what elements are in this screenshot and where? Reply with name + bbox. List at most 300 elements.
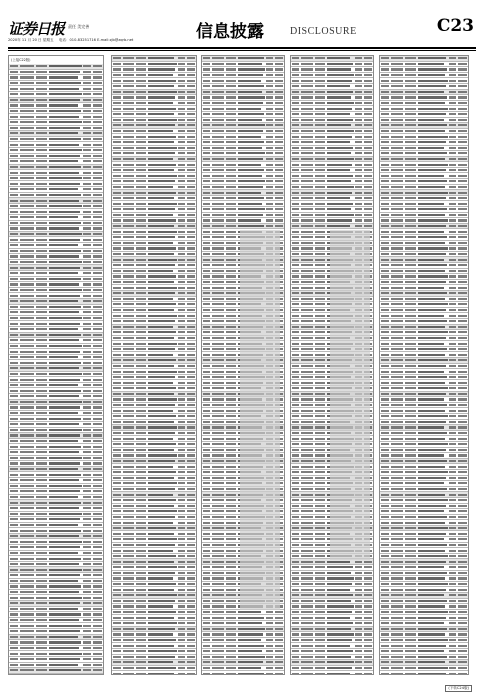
table-cell	[266, 633, 273, 635]
table-cell	[292, 589, 299, 591]
table-cell	[458, 320, 467, 322]
table-cell	[49, 278, 81, 280]
table-cell	[315, 376, 325, 378]
table-cell	[187, 622, 195, 624]
table-cell	[301, 589, 312, 591]
table-cell	[113, 169, 121, 171]
table-cell	[381, 454, 389, 456]
table-cell	[292, 482, 299, 484]
table-cell	[391, 74, 403, 76]
table-cell	[449, 74, 456, 76]
table-cell	[49, 351, 80, 353]
table-cell	[113, 656, 121, 658]
table-cell	[136, 398, 146, 400]
table-cell	[315, 180, 325, 182]
table-cell	[327, 600, 352, 602]
table-cell	[20, 630, 33, 632]
table-cell	[449, 315, 456, 317]
table-cell	[49, 591, 79, 593]
table-cell	[136, 376, 146, 378]
table-cell	[49, 144, 79, 146]
table-cell	[418, 152, 447, 154]
table-cell	[49, 468, 78, 470]
table-cell	[458, 281, 467, 283]
table-cell	[36, 440, 47, 442]
table-cell	[391, 482, 403, 484]
table-cell	[136, 605, 146, 607]
table-cell	[292, 203, 299, 205]
table-cell	[405, 398, 416, 400]
table-cell	[187, 460, 195, 462]
table-cell	[226, 611, 236, 613]
table-cell	[10, 362, 18, 364]
table-cell	[212, 393, 223, 395]
table-cell	[93, 166, 102, 168]
table-cell	[136, 63, 146, 65]
table-cell	[458, 152, 467, 154]
table-cell	[449, 577, 456, 579]
table-cell	[301, 432, 312, 434]
table-cell	[327, 96, 352, 98]
table-cell	[187, 331, 195, 333]
table-cell	[275, 85, 283, 87]
table-cell	[10, 518, 18, 520]
table-cell	[364, 186, 372, 188]
table-cell	[418, 219, 448, 221]
table-cell	[20, 351, 33, 353]
table-cell	[10, 384, 18, 386]
table-cell	[187, 152, 195, 154]
table-cell	[449, 68, 456, 70]
table-cell	[93, 664, 102, 666]
table-cell	[449, 303, 456, 305]
table-cell	[275, 57, 283, 59]
table-cell	[212, 538, 223, 540]
table-cell	[113, 589, 121, 591]
table-cell	[355, 589, 362, 591]
table-cell	[292, 387, 299, 389]
table-cell	[178, 287, 185, 289]
table-cell	[381, 152, 389, 154]
table-cell	[364, 147, 372, 149]
table-cell	[136, 522, 146, 524]
table-cell	[266, 661, 273, 663]
table-cell	[327, 622, 354, 624]
table-cell	[266, 80, 273, 82]
table-cell	[292, 404, 299, 406]
table-cell	[226, 505, 236, 507]
table-cell	[203, 505, 210, 507]
table-cell	[123, 158, 135, 160]
table-cell	[187, 259, 195, 261]
table-cell	[148, 471, 176, 473]
table-cell	[212, 471, 223, 473]
table-cell	[355, 152, 362, 154]
table-cell	[36, 261, 47, 263]
table-cell	[93, 110, 102, 112]
table-cell	[148, 415, 176, 417]
table-cell	[113, 410, 121, 412]
table-cell	[148, 454, 177, 456]
table-cell	[405, 471, 416, 473]
table-cell	[203, 628, 210, 630]
table-cell	[449, 661, 456, 663]
table-cell	[292, 175, 299, 177]
table-cell	[226, 673, 236, 675]
table-cell	[212, 147, 223, 149]
table-cell	[20, 468, 33, 470]
table-cell	[238, 650, 263, 652]
table-cell	[381, 550, 389, 552]
table-cell	[10, 546, 18, 548]
table-cell	[391, 387, 403, 389]
table-cell	[123, 583, 135, 585]
table-cell	[381, 628, 389, 630]
table-cell	[148, 460, 175, 462]
table-cell	[113, 510, 121, 512]
table-cell	[327, 628, 352, 630]
table-cell	[449, 275, 456, 277]
table-cell	[266, 119, 273, 121]
table-cell	[36, 311, 47, 313]
table-cell	[36, 558, 47, 560]
table-cell	[203, 303, 210, 305]
table-cell	[148, 320, 175, 322]
table-cell	[327, 219, 353, 221]
table-cell	[449, 488, 456, 490]
table-cell	[10, 194, 18, 196]
table-cell	[36, 177, 47, 179]
table-cell	[301, 594, 312, 596]
table-cell	[301, 555, 312, 557]
table-cell	[327, 124, 352, 126]
table-cell	[418, 589, 446, 591]
table-cell	[449, 566, 456, 568]
table-cell	[49, 373, 82, 375]
table-cell	[123, 57, 135, 59]
table-cell	[187, 449, 195, 451]
table-cell	[315, 605, 325, 607]
table-cell	[178, 426, 185, 428]
table-cell	[405, 152, 416, 154]
table-cell	[266, 225, 273, 227]
section-title: 信息披露	[196, 22, 264, 42]
table-cell	[212, 645, 223, 647]
table-cell	[20, 144, 33, 146]
table-cell	[391, 639, 403, 641]
table-cell	[391, 303, 403, 305]
table-cell	[20, 625, 33, 627]
table-cell	[226, 577, 236, 579]
table-cell	[364, 136, 372, 138]
table-cell	[364, 124, 372, 126]
table-cell	[49, 194, 81, 196]
table-cell	[49, 474, 81, 476]
table-cell	[301, 259, 312, 261]
table-cell	[327, 611, 353, 613]
table-cell	[405, 164, 416, 166]
table-cell	[391, 633, 403, 635]
table-cell	[49, 311, 79, 313]
table-cell	[212, 566, 223, 568]
table-cell	[36, 76, 47, 78]
table-cell	[83, 194, 91, 196]
table-cell	[36, 541, 47, 543]
table-cell	[49, 418, 81, 420]
table-cell	[83, 434, 91, 436]
table-cell	[301, 91, 312, 93]
table-cell	[391, 287, 403, 289]
table-cell	[178, 68, 185, 70]
table-cell	[93, 530, 102, 532]
table-cell	[187, 550, 195, 552]
table-cell	[226, 466, 236, 468]
table-cell	[315, 203, 325, 205]
table-cell	[381, 443, 389, 445]
table-cell	[123, 119, 135, 121]
table-cell	[405, 404, 416, 406]
table-cell	[136, 298, 146, 300]
table-cell	[292, 555, 299, 557]
table-cell	[458, 421, 467, 423]
table-cell	[212, 315, 223, 317]
table-cell	[49, 116, 79, 118]
table-cell	[418, 544, 447, 546]
table-cell	[391, 186, 403, 188]
table-cell	[449, 600, 456, 602]
table-cell	[327, 566, 354, 568]
table-cell	[315, 622, 325, 624]
table-cell	[391, 208, 403, 210]
table-cell	[83, 127, 91, 129]
table-cell	[238, 136, 262, 138]
table-cell	[123, 85, 135, 87]
table-cell	[364, 605, 372, 607]
table-cell	[123, 354, 135, 356]
table-cell	[301, 169, 312, 171]
table-cell	[327, 63, 354, 65]
table-cell	[275, 113, 283, 115]
table-cell	[418, 432, 447, 434]
table-cell	[20, 138, 33, 140]
table-cell	[203, 466, 210, 468]
table-cell	[405, 63, 416, 65]
table-cell	[405, 219, 416, 221]
table-cell	[226, 398, 236, 400]
table-cell	[449, 326, 456, 328]
table-cell	[10, 311, 18, 313]
table-cell	[226, 68, 236, 70]
table-cell	[20, 334, 33, 336]
table-cell	[301, 605, 312, 607]
table-cell	[178, 566, 185, 568]
table-cell	[364, 91, 372, 93]
table-cell	[93, 636, 102, 638]
table-cell	[187, 443, 195, 445]
table-cell	[315, 522, 325, 524]
table-cell	[178, 219, 185, 221]
table-cell	[20, 339, 33, 341]
table-cell	[226, 214, 236, 216]
table-cell	[136, 320, 146, 322]
table-cell	[405, 645, 416, 647]
table-cell	[113, 264, 121, 266]
table-cell	[418, 113, 446, 115]
table-cell	[226, 600, 236, 602]
table-cell	[113, 158, 121, 160]
table-cell	[93, 345, 102, 347]
table-cell	[315, 589, 325, 591]
table-cell	[83, 311, 91, 313]
table-cell	[458, 605, 467, 607]
table-cell	[113, 124, 121, 126]
table-cell	[83, 177, 91, 179]
table-cell	[301, 371, 312, 373]
table-cell	[226, 169, 236, 171]
table-cell	[36, 591, 47, 593]
table-cell	[391, 203, 403, 205]
table-cell	[418, 673, 446, 675]
table-cell	[148, 180, 175, 182]
table-cell	[212, 633, 223, 635]
table-cell	[113, 482, 121, 484]
table-cell	[20, 88, 33, 90]
table-cell	[123, 337, 135, 339]
table-cell	[49, 524, 78, 526]
table-cell	[327, 102, 355, 104]
table-cell	[405, 505, 416, 507]
table-cell	[20, 278, 33, 280]
table-cell	[226, 253, 236, 255]
table-cell	[203, 471, 210, 473]
table-cell	[123, 315, 135, 317]
table-cell	[10, 250, 18, 252]
table-cell	[36, 546, 47, 548]
table-cell	[83, 440, 91, 442]
table-cell	[93, 267, 102, 269]
table-cell	[381, 639, 389, 641]
table-cell	[381, 516, 389, 518]
table-cell	[187, 482, 195, 484]
table-cell	[203, 147, 210, 149]
table-cell	[449, 108, 456, 110]
table-cell	[238, 175, 263, 177]
table-cell	[292, 460, 299, 462]
table-cell	[10, 636, 18, 638]
table-cell	[136, 164, 146, 166]
table-cell	[381, 404, 389, 406]
table-cell	[203, 320, 210, 322]
table-cell	[315, 494, 325, 496]
table-cell	[212, 527, 223, 529]
table-cell	[93, 434, 102, 436]
table-cell	[187, 516, 195, 518]
table-cell	[136, 147, 146, 149]
table-cell	[418, 594, 444, 596]
table-cell	[449, 583, 456, 585]
table-cell	[226, 331, 236, 333]
table-cell	[391, 544, 403, 546]
table-cell	[458, 158, 467, 160]
table-cell	[93, 71, 102, 73]
table-cell	[83, 513, 91, 515]
table-cell	[275, 102, 283, 104]
table-cell	[418, 550, 445, 552]
table-cell	[123, 398, 135, 400]
table-cell	[226, 208, 236, 210]
table-cell	[212, 432, 223, 434]
table-cell	[123, 164, 135, 166]
table-cell	[301, 566, 312, 568]
table-cell	[10, 585, 18, 587]
table-cell	[405, 628, 416, 630]
table-cell	[136, 656, 146, 658]
table-cell	[148, 298, 173, 300]
table-cell	[20, 99, 33, 101]
table-cell	[405, 533, 416, 535]
table-cell	[391, 645, 403, 647]
table-cell	[20, 574, 33, 576]
table-cell	[178, 443, 185, 445]
table-cell	[458, 382, 467, 384]
table-cell	[123, 74, 135, 76]
table-cell	[355, 68, 362, 70]
table-cell	[405, 382, 416, 384]
table-cell	[327, 639, 353, 641]
table-cell	[301, 398, 312, 400]
table-cell	[458, 572, 467, 574]
table-cell	[83, 507, 91, 509]
table-cell	[315, 611, 325, 613]
table-cell	[301, 85, 312, 87]
table-cell	[418, 96, 447, 98]
table-cell	[449, 225, 456, 227]
table-cell	[83, 395, 91, 397]
table-cell	[148, 494, 173, 496]
table-cell	[203, 298, 210, 300]
table-cell	[418, 359, 448, 361]
table-cell	[123, 63, 135, 65]
table-cell	[93, 334, 102, 336]
table-cell	[405, 566, 416, 568]
table-cell	[226, 57, 236, 59]
table-cell	[292, 152, 299, 154]
table-cell	[178, 533, 185, 535]
table-cell	[203, 197, 210, 199]
table-cell	[93, 457, 102, 459]
table-cell	[226, 108, 236, 110]
table-cell	[93, 485, 102, 487]
table-cell	[458, 130, 467, 132]
table-cell	[458, 214, 467, 216]
table-cell	[93, 239, 102, 241]
table-cell	[178, 550, 185, 552]
table-cell	[275, 152, 283, 154]
table-cell	[20, 440, 33, 442]
table-cell	[418, 477, 446, 479]
table-cell	[327, 113, 351, 115]
table-cell	[203, 253, 210, 255]
table-cell	[83, 339, 91, 341]
table-cell	[36, 144, 47, 146]
table-cell	[458, 522, 467, 524]
table-cell	[83, 317, 91, 319]
table-cell	[136, 348, 146, 350]
table-cell	[418, 650, 444, 652]
table-cell	[148, 572, 175, 574]
table-cell	[36, 155, 47, 157]
table-cell	[136, 141, 146, 143]
